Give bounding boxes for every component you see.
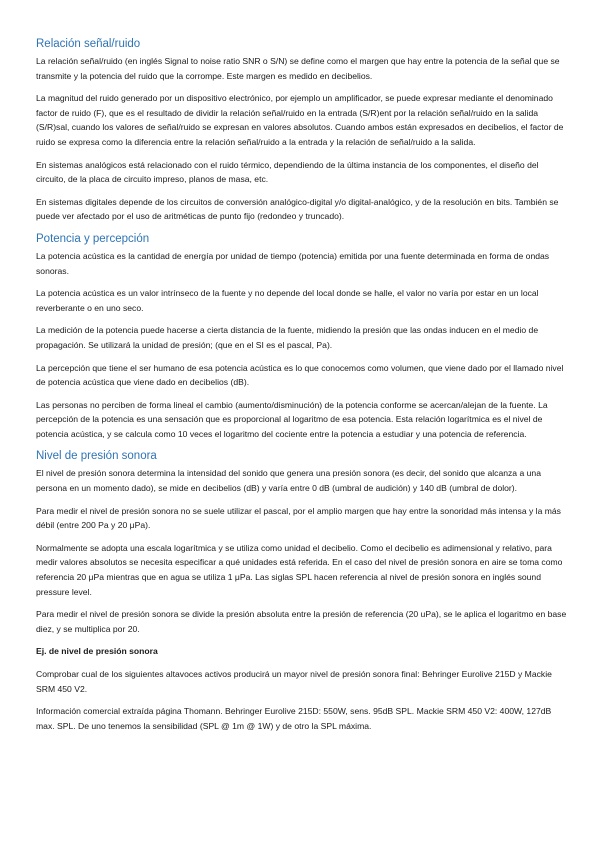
paragraph: Para medir el nivel de presión sonora se divide la presión absoluta entre la presión de referencia (20 uPa), se le aplica el logaritmo en base diez, y se multiplica por 20. (36, 609, 567, 634)
paragraph: Información comercial extraída página Thomann. Behringer Eurolive 215D: 550W, sens. 95dB SPL. Mackie SRM 450 V2: 400W, 127dB max. SPL. De uno tenemos la sensibilidad (SPL @ 1m @ 1W) y de otro la SPL máxima. (36, 706, 552, 731)
section-heading: Nivel de presión sonora (36, 450, 157, 463)
paragraph: Para medir el nivel de presión sonora no se suele utilizar el pascal, por el amplio margen que hay entre la sonoridad más intensa y la más débil (entre 200 Pa y 20 μPa). (36, 505, 561, 531)
section-heading: Potencia y percepción (36, 232, 150, 245)
paragraph: La percepción que tiene el ser humano de esa potencia acústica es lo que conocemos como volumen, que viene dado por el llamado nivel de potencia acústica que viene dado en decibelios (dB). (36, 362, 564, 388)
example-title: Ej. de nivel de presión sonora (36, 646, 158, 657)
paragraph: El nivel de presión sonora determina la intensidad del sonido que genera una presión sonora (es decir, del sonido que alcanza a una persona en un momento dado), se mide en decibelios (dB) y varía entre 0 dB (umbral de audición) y 140 dB (umbral de dolor). (36, 468, 541, 494)
paragraph: Las personas no perciben de forma lineal el cambio (aumento/disminución) de la potencia conforme se acercan/alejan de la fuente. La percepción de la potencia es una sensación que es proporcional al logaritmo de esa potencia. Esta relación logarítmica es el nivel de potencia acústica, y se calcula como 10 veces el logaritmo del cociente entre la potencia a estudiar y una potencia de referencia. (36, 399, 548, 439)
paragraph: Comprobar cual de los siguientes altavoces activos producirá un mayor nivel de presión sonora final: Behringer Eurolive 215D y Mackie SRM 450 V2. (36, 669, 552, 694)
paragraph: La potencia acústica es un valor intrínseco de la fuente y no depende del local donde se halle, el valor no varía por estar en un local reverberante o en uno seco. (36, 288, 539, 313)
paragraph: La medición de la potencia puede hacerse a cierta distancia de la fuente, midiendo la presión que las ondas inducen en el medio de propagación. Se utilizará la unidad de presión; (que en el SI es el pascal, Pa). (36, 325, 539, 350)
section-nivel-presion-sonora (36, 449, 568, 636)
paragraph: Normalmente se adopta una escala logarítmica y se utiliza como unidad el decibelio. Como el decibelio es adimensional y relativo, para medir valores absolutos se necesita especificar a qué unidades está referida. En el caso del nivel de presión sonora en aire se toma como referencia 20 μPa mientras que en agua se utiliza 1 μPa. Las siglas SPL hacen referencia al nivel de presión sonora en inglés sound pressure level. (36, 542, 563, 597)
section-potencia-percepcion (36, 232, 568, 442)
paragraph: La potencia acústica es la cantidad de energía por unidad de tiempo (potencia) emitida por una fuente determinada en forma de ondas sonoras. (36, 250, 550, 276)
paragraph: La relación señal/ruido (en inglés Signal to noise ratio SNR o S/N) se define como el margen que hay entre la potencia de la señal que se transmite y la potencia del ruido que la corrompe. Este margen es medido en decibelios. (36, 56, 560, 81)
section-heading: Relación señal/ruido (36, 38, 141, 50)
paragraph: En sistemas analógicos está relacionado con el ruido térmico, dependiendo de la última instancia de los componentes, el diseño del circuito, de la placa de circuito impreso, planos de masa, etc. (36, 159, 539, 185)
example-block (36, 644, 568, 733)
paragraph: La magnitud del ruido generado por un dispositivo electrónico, por ejemplo un amplificador, se puede expresar mediante el denominado factor de ruido (F), que es el resultado de dividir la relación señal/ruido en la entrada (S/R)ent por la relación señal/ruido en la salida (S/R)sal, cuando los valores de señal/ruido se expresan en valores absolutos. Cuando ambos están expresados en decibelios, el factor de ruido se expresa como la diferencia entre la relación señal/ruido a la entrada y la relación de señal/ruido a la salida. (36, 93, 564, 147)
section-relacion-senal-ruido (36, 37, 568, 224)
paragraph: En sistemas digitales depende de los circuitos de conversión analógico-digital y/o digital-analógico, y de la resolución en bits. También se puede ver afectado por el uso de aritméticas de punto fijo (redondeo y truncado). (36, 196, 559, 222)
